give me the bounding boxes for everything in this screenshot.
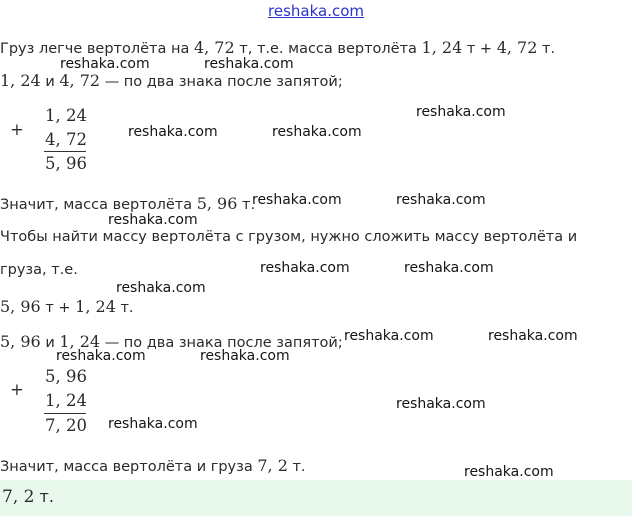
- watermark: reshaka.com: [200, 348, 290, 364]
- sum: 7, 20: [45, 416, 87, 435]
- watermark: reshaka.com: [108, 416, 198, 432]
- watermark: reshaka.com: [272, 124, 362, 140]
- text-line-5: груза, т.е.: [0, 262, 78, 278]
- math: 1, 24: [75, 297, 116, 316]
- text: т.: [287, 459, 306, 475]
- watermark: reshaka.com: [488, 328, 578, 344]
- math: 4, 72: [193, 38, 235, 57]
- text-line-2: [0, 71, 343, 90]
- sum: 5, 96: [45, 154, 87, 173]
- answer-text: [2, 487, 54, 507]
- math: 5, 96: [0, 297, 41, 316]
- watermark: reshaka.com: [260, 260, 350, 276]
- plus-sign: +: [10, 380, 24, 399]
- math: 1, 24: [421, 38, 463, 57]
- watermark: reshaka.com: [252, 192, 342, 208]
- math: 5, 96: [196, 194, 238, 213]
- math: 7, 2: [257, 456, 288, 475]
- math: 7, 2: [2, 487, 35, 507]
- math: 4, 72: [59, 71, 101, 90]
- watermark: reshaka.com: [404, 260, 494, 276]
- plus-sign: +: [10, 120, 24, 139]
- text: и: [40, 74, 55, 90]
- text: т, т.е. масса вертолёта: [234, 41, 417, 57]
- watermark: reshaka.com: [396, 192, 486, 208]
- text-line-4: Чтобы найти массу вертолёта с грузом, нужно сложить массу вертолёта и: [0, 229, 578, 245]
- watermark: reshaka.com: [344, 328, 434, 344]
- text: — по два знака после запятой;: [100, 335, 343, 351]
- watermark: reshaka.com: [464, 464, 554, 480]
- addend-2: 1, 24: [45, 391, 87, 410]
- watermark: reshaka.com: [108, 212, 198, 228]
- text-line-6: [0, 297, 134, 316]
- text: — по два знака после запятой;: [100, 74, 343, 90]
- watermark: reshaka.com: [56, 348, 146, 364]
- text: т +: [462, 41, 493, 57]
- watermark-top: reshaka.com: [268, 2, 364, 20]
- math: 4, 72: [496, 38, 538, 57]
- watermark: reshaka.com: [128, 124, 218, 140]
- addend-2: 4, 72: [45, 130, 87, 149]
- text: Груз легче вертолёта на: [0, 41, 190, 57]
- watermark: reshaka.com: [416, 104, 506, 120]
- watermark: reshaka.com: [204, 56, 294, 72]
- watermark: reshaka.com: [116, 280, 206, 296]
- text: т.: [237, 197, 256, 213]
- math: 1, 24: [0, 71, 41, 90]
- text-line-1: [0, 38, 555, 57]
- text-line-7: [0, 332, 343, 351]
- text-line-3: [0, 194, 255, 213]
- watermark: reshaka.com: [396, 396, 486, 412]
- answer-box: [0, 480, 632, 516]
- math: 5, 96: [0, 332, 41, 351]
- watermark: reshaka.com: [60, 56, 150, 72]
- sum-line: [44, 151, 86, 152]
- sum-line: [44, 413, 86, 414]
- addend-1: 1, 24: [45, 106, 87, 125]
- text: т.: [537, 41, 556, 57]
- text: т +: [40, 300, 71, 316]
- math: 1, 24: [59, 332, 101, 351]
- addend-1: 5, 96: [45, 367, 87, 386]
- text: и: [40, 335, 55, 351]
- text: т.: [34, 487, 54, 506]
- text-line-8: [0, 456, 306, 475]
- text: Значит, масса вертолёта: [0, 197, 193, 213]
- text: Значит, масса вертолёта и груза: [0, 459, 253, 475]
- text: т.: [115, 300, 134, 316]
